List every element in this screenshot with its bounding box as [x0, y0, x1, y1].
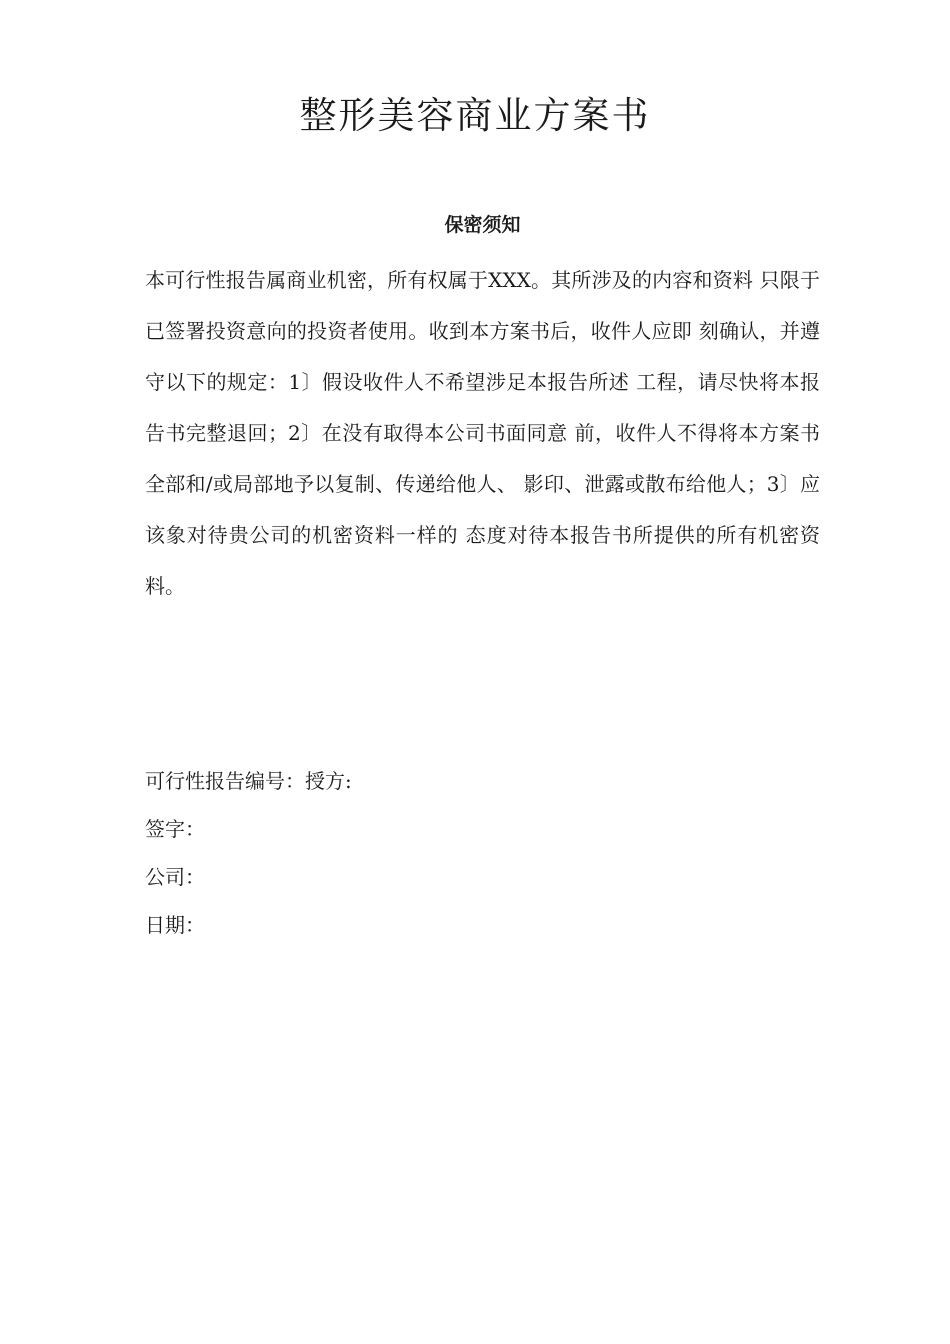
- date-line: 日期：: [145, 913, 205, 937]
- confidentiality-heading: 保密须知: [444, 214, 521, 236]
- signature-line: 签字：: [145, 817, 205, 841]
- report-number-line: 可行性报告编号：授方:: [145, 769, 352, 793]
- signature-block: [145, 764, 805, 956]
- company-line: 公司：: [145, 865, 205, 889]
- document-title: 整形美容商业方案书: [299, 94, 651, 137]
- confidentiality-body: 本可行性报告属商业机密，所有权属于XXX。其所涉及的内容和资料 只限于已签署投资意向的投资者使用。收到本方案书后，收件人应即 刻确认，并遵守以下的规定：1〕假设收件人不希望涉足本报告所述 工程，请尽快将本报告书完整退回；2〕在没有取得本公司书面同意 前，收件人不得将本方案书全部和/或局部地予以复制、传递给他人、 影印、泄露或散布给他人；3〕应该象对待贵公司的机密资料一样的 态度对待本报告书所提供的所有机密资料。: [145, 268, 820, 598]
